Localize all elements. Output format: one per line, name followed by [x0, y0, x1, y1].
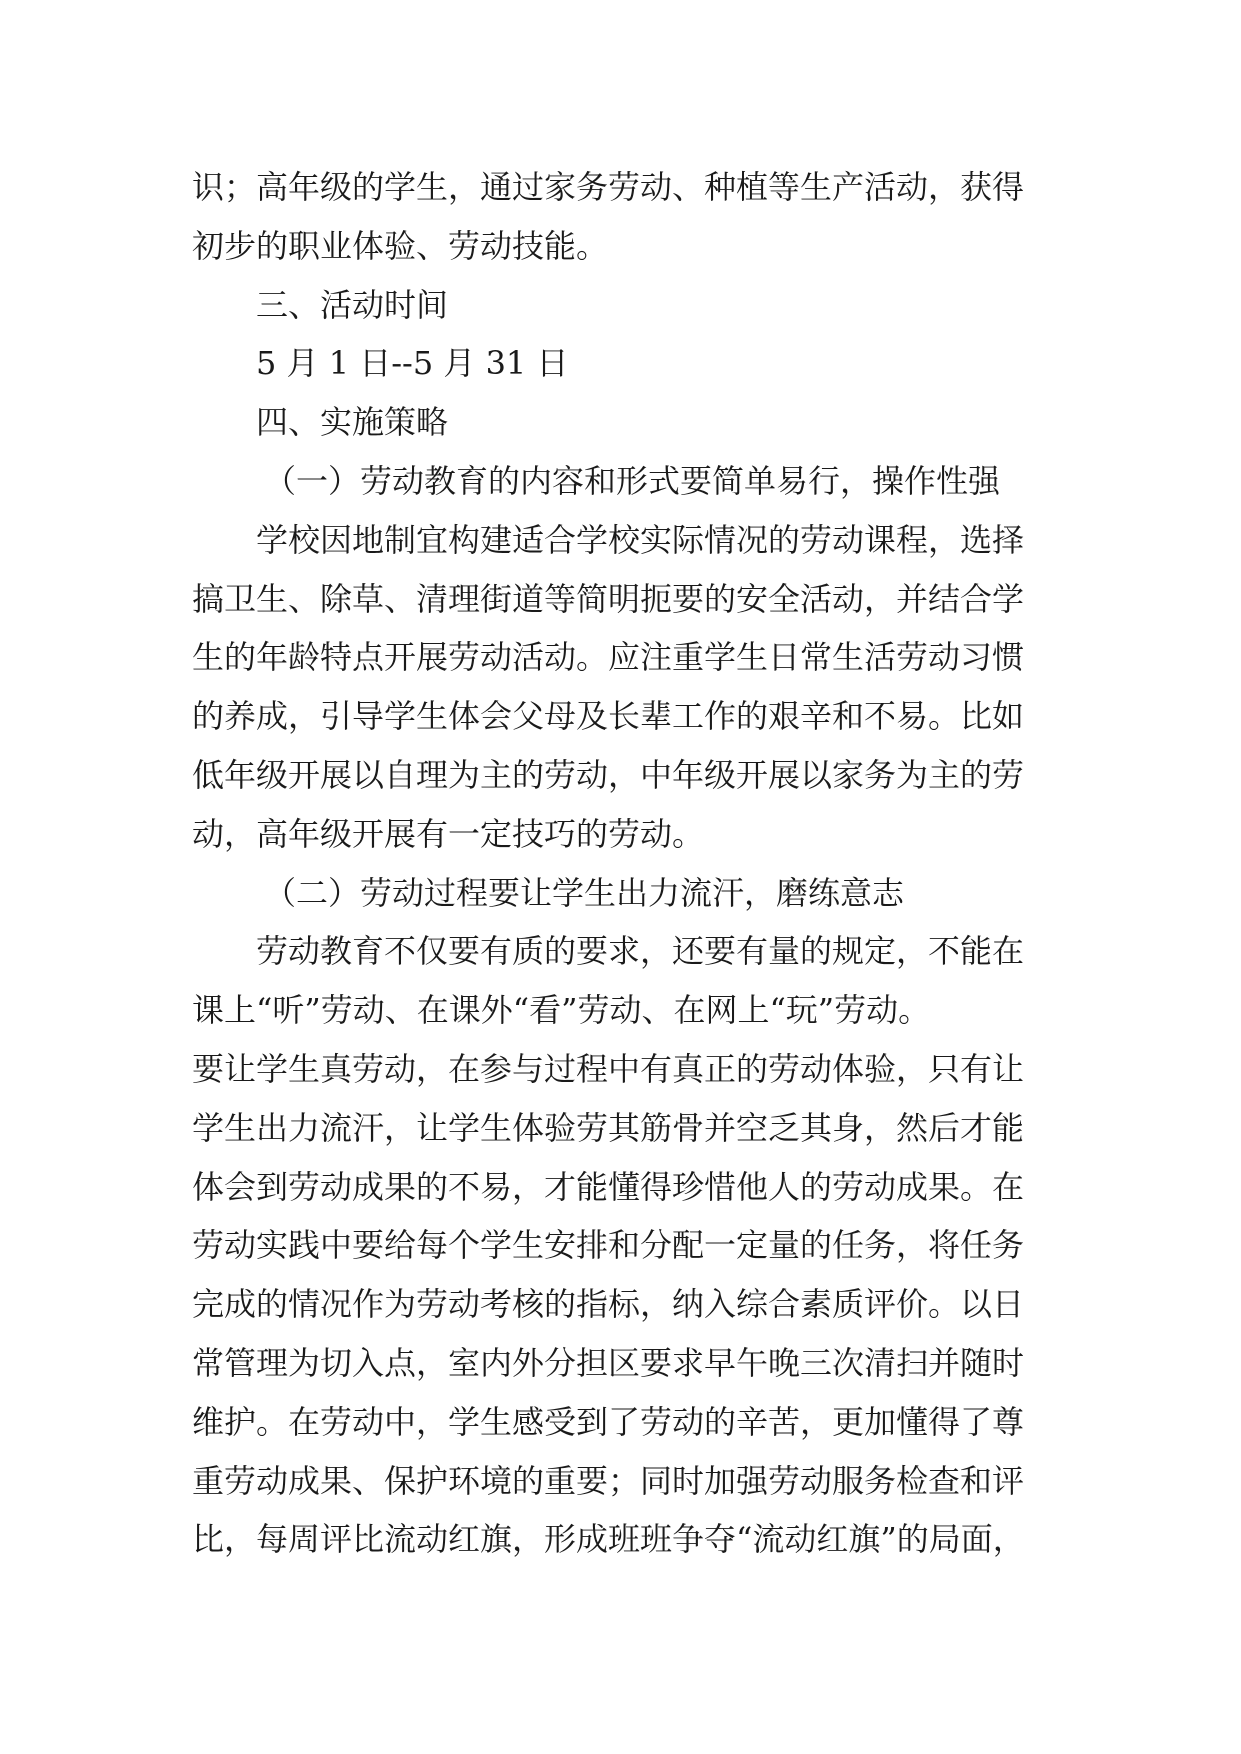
- text-line: 搞卫生、除草、清理街道等简明扼要的安全活动，并结合学: [192, 579, 1025, 618]
- text-line: 劳动实践中要给每个学生安排和分配一定量的任务，将任务: [192, 1226, 1025, 1265]
- text-line: 5 月 1 日--5 月 31 日: [256, 344, 569, 383]
- section-heading: 三、活动时间: [256, 285, 449, 324]
- text-line: 重劳动成果、保护环境的重要；同时加强劳动服务检查和评: [192, 1461, 1025, 1500]
- text-line: 识；高年级的学生，通过家务劳动、种植等生产活动，获得: [192, 168, 1025, 206]
- text-line: 课上“听”劳动、在课外“看”劳动、在网上“玩”劳动。: [192, 991, 931, 1030]
- text-line: 的养成，引导学生体会父母及长辈工作的艰辛和不易。比如: [192, 697, 1025, 736]
- text-line: 体会到劳动成果的不易，才能懂得珍惜他人的劳动成果。在: [192, 1167, 1025, 1206]
- document-body: [192, 158, 1062, 1569]
- section-heading: 四、实施策略: [256, 403, 449, 442]
- text-line: 生的年龄特点开展劳动活动。应注重学生日常生活劳动习惯: [192, 638, 1025, 677]
- text-line: 低年级开展以自理为主的劳动，中年级开展以家务为主的劳: [192, 755, 1025, 794]
- text-line: 要让学生真劳动，在参与过程中有真正的劳动体验，只有让: [192, 1049, 1025, 1088]
- text-line: 初步的职业体验、劳动技能。: [192, 226, 609, 265]
- text-line: 比，每周评比流动红旗，形成班班争夺“流动红旗”的局面，: [192, 1520, 1025, 1559]
- text-line: 完成的情况作为劳动考核的指标，纳入综合素质评价。以日: [192, 1285, 1025, 1324]
- text-line: 常管理为切入点，室内外分担区要求早午晚三次清扫并随时: [192, 1343, 1025, 1382]
- text-line: 学校因地制宜构建适合学校实际情况的劳动课程，选择: [256, 520, 1025, 559]
- text-line: 维护。在劳动中，学生感受到了劳动的辛苦，更加懂得了尊: [192, 1402, 1025, 1441]
- text-line: 动，高年级开展有一定技巧的劳动。: [192, 814, 705, 853]
- text-line: 学生出力流汗，让学生体验劳其筋骨并空乏其身，然后才能: [192, 1108, 1025, 1147]
- subsection-heading: （二）劳动过程要让学生出力流汗，磨练意志: [264, 873, 905, 912]
- subsection-heading: （一）劳动教育的内容和形式要简单易行，操作性强: [264, 461, 1001, 500]
- text-line: 劳动教育不仅要有质的要求，还要有量的规定，不能在: [256, 932, 1025, 971]
